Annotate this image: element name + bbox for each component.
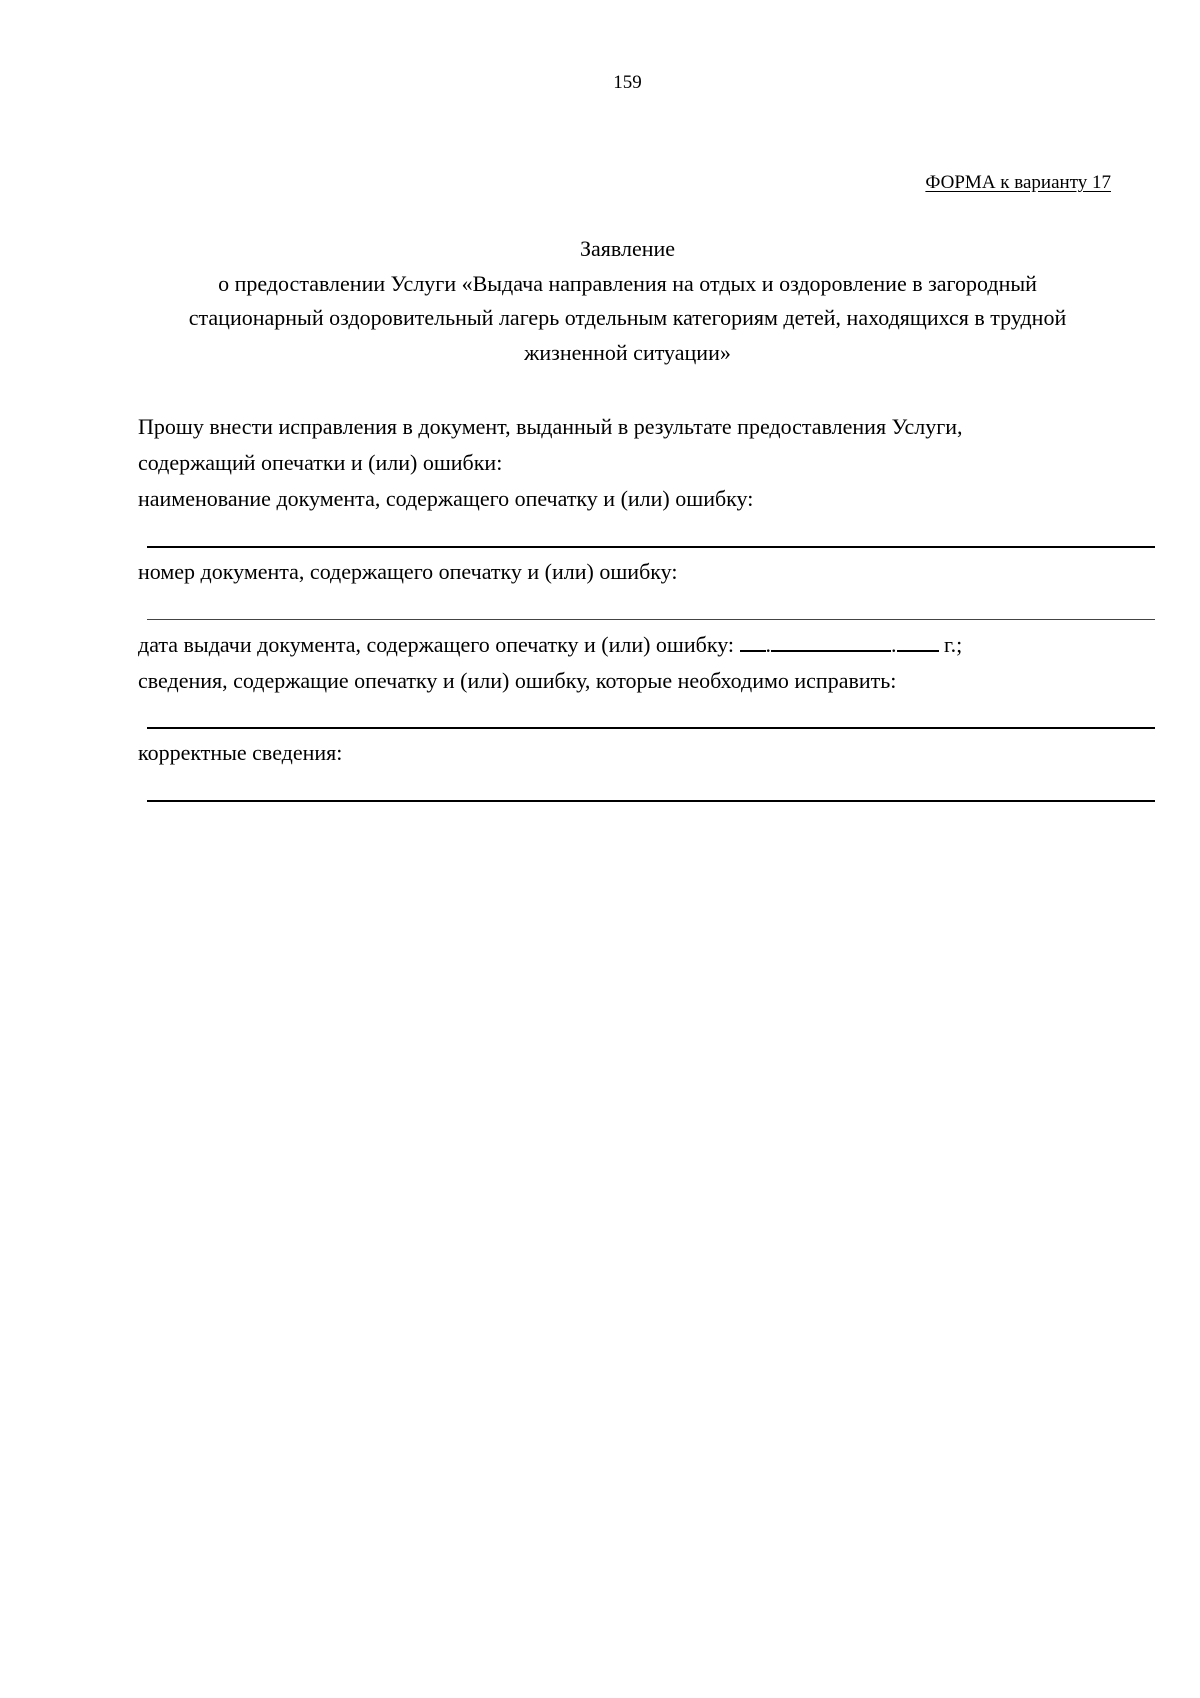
issue-date-day-field[interactable] bbox=[740, 632, 766, 652]
issue-date-label: дата выдачи документа, содержащего опечатку и (или) ошибку: bbox=[138, 632, 735, 657]
error-info-field[interactable] bbox=[147, 727, 1155, 729]
request-text-line: Прошу внести исправления в документ, выданный в результате предоставления Услуги, bbox=[138, 414, 963, 439]
correct-info-label: корректные сведения: bbox=[138, 740, 343, 765]
form-reference: ФОРМА к варианту 17 bbox=[925, 172, 1111, 193]
request-text-line: содержащий опечатки и (или) ошибки: bbox=[138, 450, 503, 475]
issue-date-month-field[interactable] bbox=[771, 632, 891, 652]
issue-date-separator: . bbox=[891, 632, 897, 657]
error-info-label: сведения, содержащие опечатку и (или) ошибку, которые необходимо исправить: bbox=[138, 668, 897, 693]
document-name-label: наименование документа, содержащего опечатку и (или) ошибку: bbox=[138, 486, 754, 511]
issue-date-suffix: г.; bbox=[944, 632, 963, 657]
title-line: жизненной ситуации» bbox=[524, 339, 731, 365]
title-heading: Заявление bbox=[579, 236, 676, 261]
document-name-field[interactable] bbox=[147, 546, 1155, 548]
document-number-label: номер документа, содержащего опечатку и (или) ошибку: bbox=[138, 559, 678, 584]
title-line: стационарный оздоровительный лагерь отдельным категориям детей, находящихся в трудной bbox=[188, 305, 1067, 330]
title-line: о предоставлении Услуги «Выдача направления на отдых и оздоровление в загородный bbox=[218, 270, 1037, 296]
issue-date-line bbox=[138, 628, 962, 662]
document-number-field[interactable] bbox=[147, 619, 1155, 620]
page-number: 159 bbox=[613, 72, 642, 93]
correct-info-field[interactable] bbox=[147, 800, 1155, 802]
issue-date-separator: . bbox=[765, 632, 772, 657]
document-title bbox=[120, 232, 1135, 370]
issue-date-year-field[interactable] bbox=[897, 632, 939, 652]
